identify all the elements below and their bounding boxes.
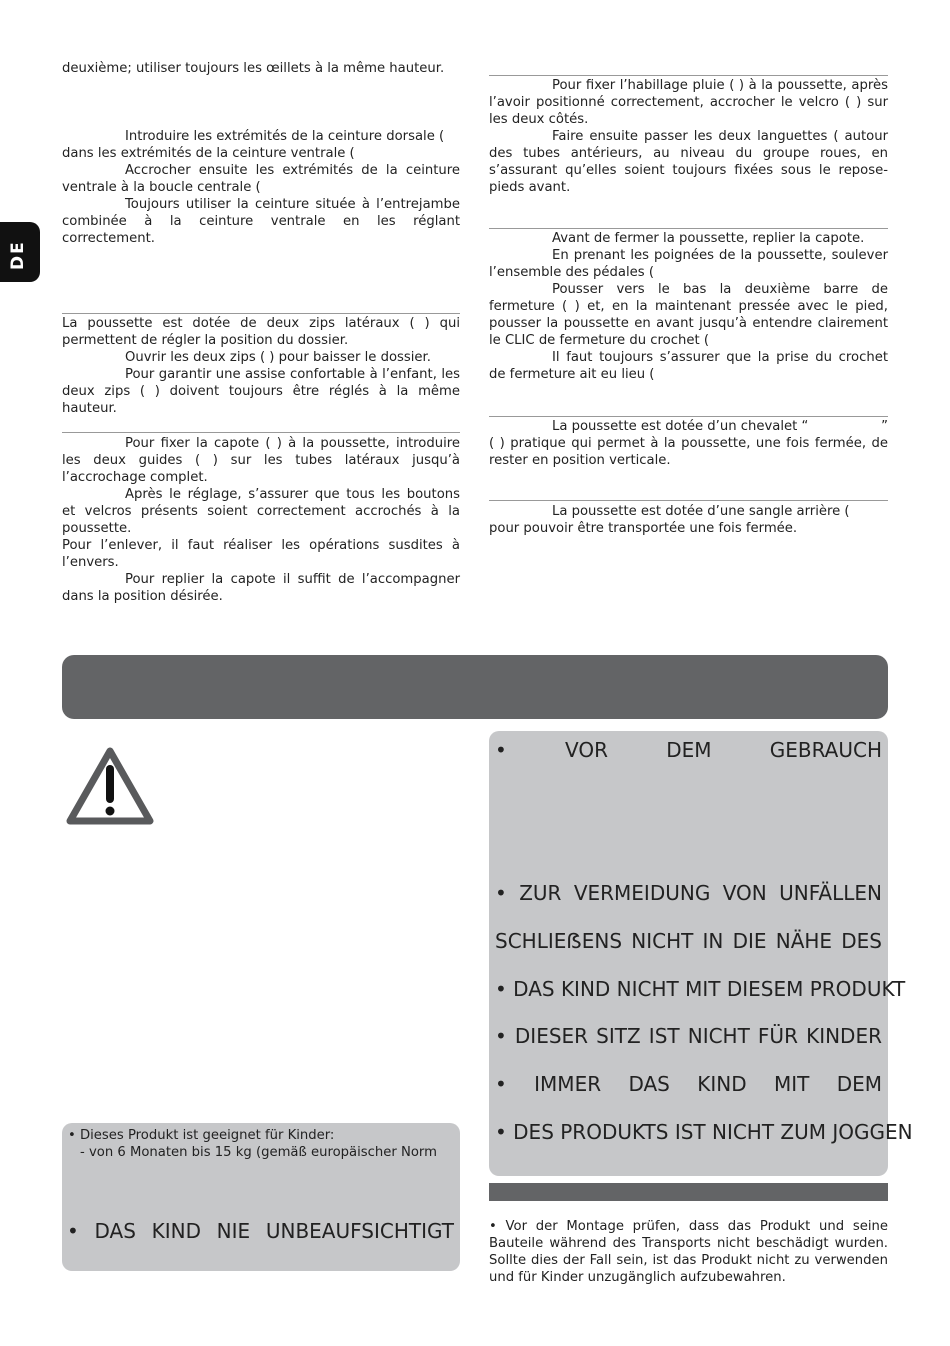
section-divider <box>62 313 460 314</box>
right-p3-line2: ( ) pratique qui permet à la poussette, une fois fermée, de rester en position verticale. <box>489 436 888 468</box>
left-p2-line1: Introduire les extrémités de la ceinture dorsale ( <box>125 129 445 144</box>
suitability-bullet: • Dieses Produkt ist geeignet für Kinder: <box>68 1128 335 1143</box>
left-p4-line4: Pour replier la capote il suffit de l’accompagner dans la position désirée. <box>62 572 460 604</box>
warning-banner <box>62 655 888 719</box>
left-para-3 <box>62 315 460 417</box>
right-p2-line4: Il faut toujours s’assurer que la prise du crochet de fermeture ait eu lieu ( <box>489 350 888 382</box>
left-p4-line1: Pour fixer la capote ( ) à la poussette, introduire les deux guides ( ) sur les tubes latéraux jusqu’à l’accrochage complet. <box>62 436 460 485</box>
right-p4-line2: pour pouvoir être transportée une fois fermée. <box>489 521 798 536</box>
right-p2-line1: Avant de fermer la poussette, replier la capote. <box>552 231 865 246</box>
left-p4-line3: Pour l’enlever, il faut réaliser les opérations susdites à l’envers. <box>62 538 460 570</box>
left-p2-line3: Accrocher ensuite les extrémités de la ceinture ventrale à la boucle centrale ( <box>62 163 460 195</box>
right-para-4 <box>489 503 888 537</box>
warning-line-4: • DAS KIND NICHT MIT DIESEM PRODUKT <box>495 977 906 1001</box>
suitability-sub: - von 6 Monaten bis 15 kg (gemäß europäischer Norm <box>80 1145 437 1160</box>
warning-triangle-icon <box>66 747 154 829</box>
left-caps-warning: • DAS KIND NIE UNBEAUFSICHTIGT <box>67 1219 454 1243</box>
section-divider <box>62 432 460 433</box>
right-p3-quote-close: ” <box>881 419 888 434</box>
section-header-bar <box>489 1183 888 1201</box>
left-p3-line2: Ouvrir les deux zips ( ) pour baisser le dossier. <box>125 350 431 365</box>
left-p4-line2: Après le réglage, s’assurer que tous les boutons et velcros présents soient correctement accrochés à la poussette. <box>62 487 460 536</box>
right-p4-line1: La poussette est dotée d’une sangle arrière ( <box>552 504 850 519</box>
right-p2-line2: En prenant les poignées de la poussette, soulever l’ensemble des pédales ( <box>489 248 888 280</box>
right-p1-line1: Pour fixer l’habillage pluie ( ) à la poussette, après l’avoir positionné correctement, accrocher le velcro ( ) sur les deux côtés. <box>489 78 888 127</box>
right-p2-line3: Pousser vers le bas la deuxième barre de fermeture ( ) et, en la maintenant pressée avec le pied, pousser la poussette en avant jusqu’à entendre clairement le CLIC de fermeture du crochet ( <box>489 282 888 348</box>
section-divider <box>489 75 888 76</box>
left-p3-line1: La poussette est dotée de deux zips latéraux ( ) qui permettent de régler la position du dossier. <box>62 316 460 348</box>
warning-line-3: SCHLIEẞENS NICHT IN DIE NÄHE DES <box>495 929 882 953</box>
section-divider <box>489 228 888 229</box>
right-p1-line2: Faire ensuite passer les deux languettes ( autour des tubes antérieurs, au niveau du groupe roues, en s’assurant qu’elles soient toujours fixées sous le repose-pieds avant. <box>489 129 888 195</box>
right-para-2 <box>489 230 888 383</box>
warning-line-1: • VOR DEM GEBRAUCH <box>495 738 882 762</box>
warning-line-7: • DES PRODUKTS IST NICHT ZUM JOGGEN <box>495 1120 913 1144</box>
warning-line-6: • IMMER DAS KIND MIT DEM <box>495 1072 882 1096</box>
warnings-box <box>489 731 913 1176</box>
section-divider <box>489 500 888 501</box>
language-tab-label: DE <box>8 240 28 270</box>
left-p2-line2: dans les extrémités de la ceinture ventrale ( <box>62 146 355 161</box>
transport-check-text: • Vor der Montage prüfen, dass das Produkt und seine Bauteile während des Transports nicht beschädigt wurden. Sollte dies der Fall sein, ist das Produkt nicht zu verwenden und für Kinder unzugänglich aufzubewahren. <box>489 1219 888 1285</box>
section-divider <box>489 416 888 417</box>
right-para-1 <box>489 77 888 196</box>
warning-line-2: • ZUR VERMEIDUNG VON UNFÄLLEN <box>495 881 882 905</box>
left-para-1: deuxième; utiliser toujours les œillets à la même hauteur. <box>62 61 445 76</box>
language-tab <box>0 222 40 282</box>
left-para-2 <box>62 128 460 247</box>
left-p2-line4: Toujours utiliser la ceinture située à l’entrejambe combinée à la ceinture ventrale en les réglant correctement. <box>62 197 460 246</box>
left-para-4 <box>62 435 460 605</box>
left-p3-line3: Pour garantir une assise confortable à l’enfant, les deux zips ( ) doivent toujours être réglés à la même hauteur. <box>62 367 460 416</box>
right-para-3 <box>489 418 888 469</box>
warning-line-5: • DIESER SITZ IST NICHT FÜR KINDER <box>495 1024 882 1048</box>
right-p3-line1: La poussette est dotée d’un chevalet “ <box>552 419 809 434</box>
